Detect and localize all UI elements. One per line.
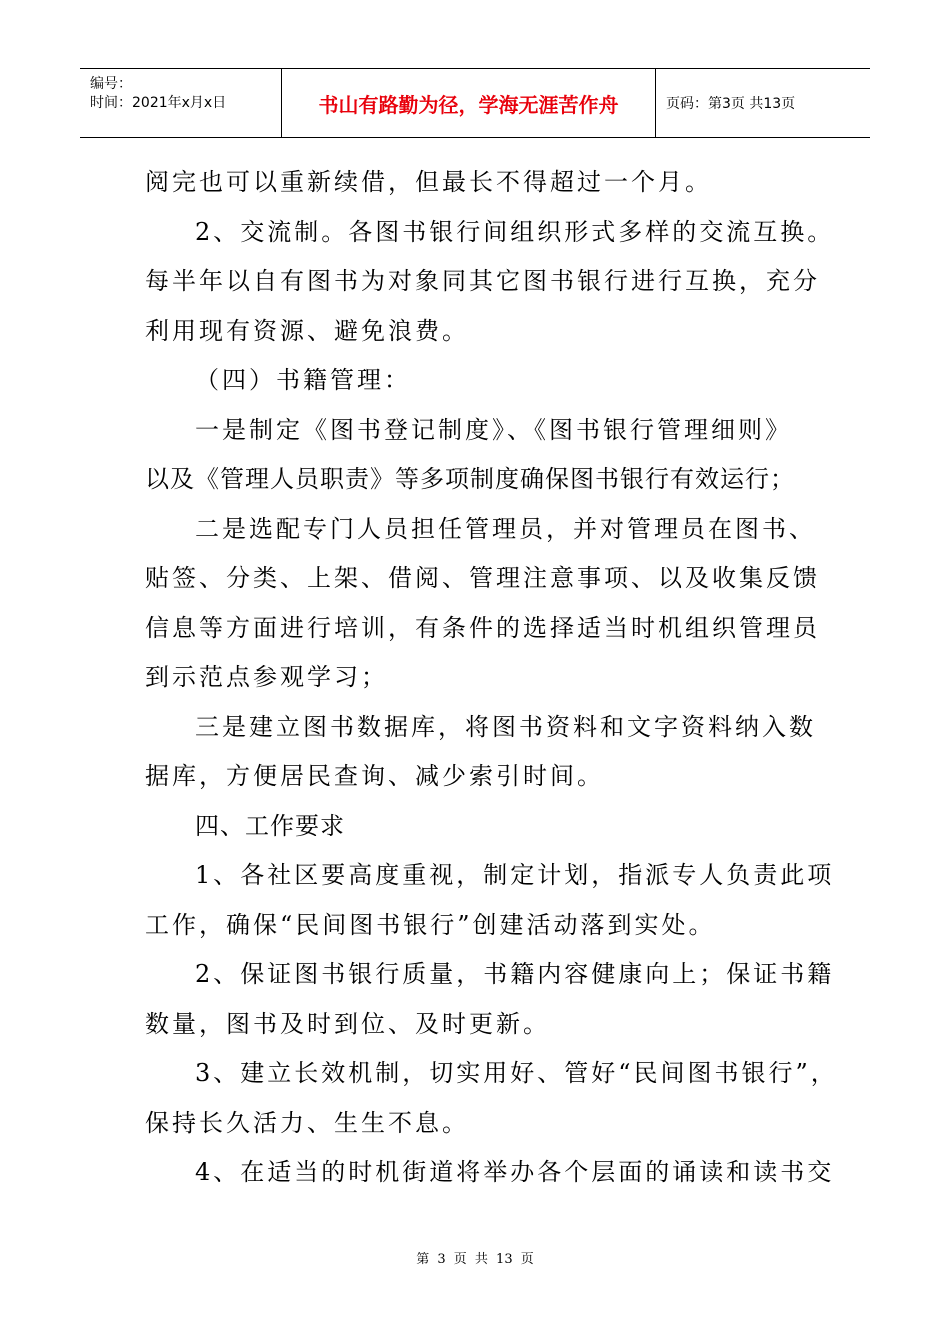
document-header [80, 68, 870, 138]
body-line: 利用现有资源、避免浪费。 [145, 316, 469, 345]
body-line: 信息等方面进行培训，有条件的选择适当时机组织管理员 [145, 613, 820, 642]
body-line: 数量，图书及时到位、及时更新。 [145, 1009, 550, 1038]
body-line: 一是制定《图书登记制度》、《图书银行管理细则》 [195, 415, 792, 444]
body-line: 据库，方便居民查询、减少索引时间。 [145, 762, 604, 790]
body-line: 2、保证图书银行质量，书籍内容健康向上；保证书籍 [195, 960, 835, 988]
body-line: 阅完也可以重新续借，但最长不得超过一个月。 [145, 168, 712, 196]
motto-text: 书山有路勤为径，学海无涯苦作舟 [318, 92, 619, 117]
body-line: 二是选配专门人员担任管理员，并对管理员在图书、 [195, 514, 816, 543]
header-page-cell [656, 69, 870, 137]
body-line: 每半年以自有图书为对象同其它图书银行进行互换，充分 [145, 267, 820, 295]
header-motto-cell [282, 69, 656, 137]
body-line: 4、在适当的时机街道将举办各个层面的诵读和读书交 [195, 1158, 835, 1186]
document-body [145, 158, 838, 1198]
time-label: 时间：2021年x月x日 [90, 95, 227, 111]
body-line: 保持长久活力、生生不息。 [145, 1108, 469, 1137]
body-line: 1、各社区要高度重视，制定计划，指派专人负责此项 [195, 861, 835, 889]
body-line: 贴签、分类、上架、借阅、管理注意事项、以及收集反馈 [145, 564, 820, 592]
page-code: 页码：第3页 共13页 [666, 96, 796, 112]
body-line: 三是建立图书数据库，将图书资料和文字资料纳入数 [195, 712, 816, 741]
header-info-cell [80, 69, 282, 137]
page-footer: 第 3 页 共 13 页 [416, 1252, 534, 1267]
number-label: 编号： [90, 76, 132, 92]
section-heading: 四、工作要求 [195, 811, 345, 840]
section-subheading: （四）书籍管理： [195, 366, 411, 394]
body-line: 工作，确保“民间图书银行”创建活动落到实处。 [145, 910, 716, 939]
body-line: 2、交流制。各图书银行间组织形式多样的交流互换。 [195, 217, 835, 246]
body-line: 以及《管理人员职责》等多项制度确保图书银行有效运行； [145, 465, 795, 493]
body-line: 3、建立长效机制，切实用好、管好“民间图书银行”， [195, 1059, 838, 1087]
body-line: 到示范点参观学习； [145, 663, 388, 691]
